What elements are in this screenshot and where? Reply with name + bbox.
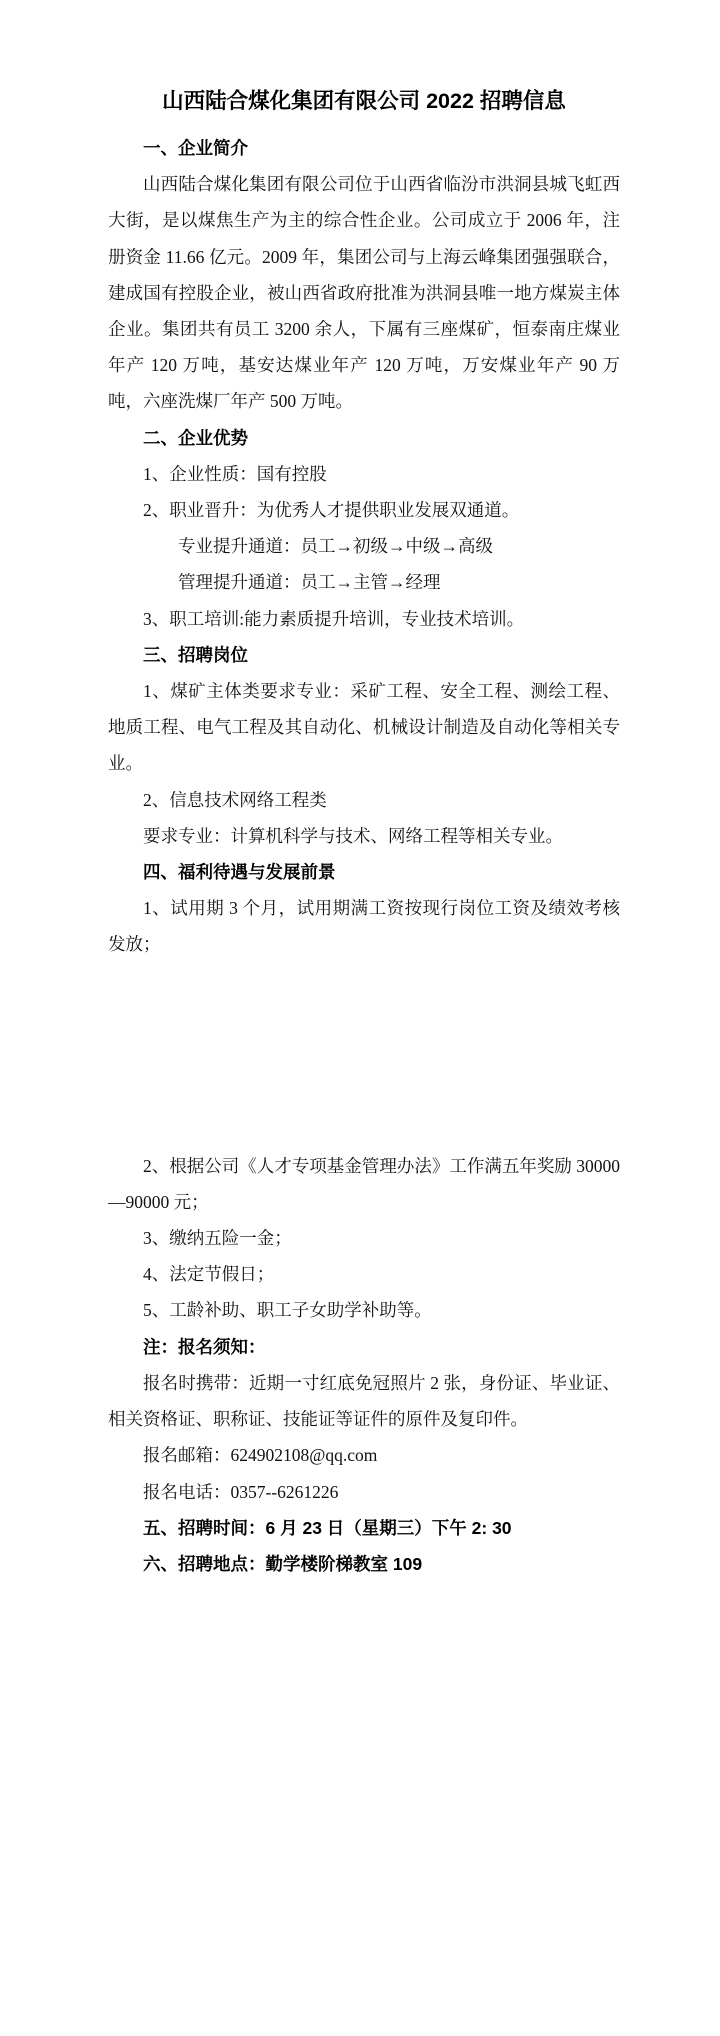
- item-it-network-category: 2、信息技术网络工程类: [143, 789, 327, 810]
- line-required-majors: 要求专业：计算机科学与技术、网络工程等相关专业。: [143, 825, 563, 846]
- item-social-insurance: 3、缴纳五险一金；: [143, 1228, 292, 1249]
- item-staff-training: 3、职工培训:能力素质提升培训，专业技术培训。: [143, 608, 525, 629]
- heading-recruit-time: 五、招聘时间：6 月 23 日（星期三）下午 2: 30: [143, 1517, 512, 1538]
- item-seniority-subsidies: 5、工龄补助、职工子女助学补助等。: [143, 1300, 432, 1321]
- heading-company-advantages: 二、企业优势: [143, 427, 248, 448]
- heading-application-notes: 注：报名须知：: [143, 1336, 266, 1357]
- document-title: 山西陆合煤化集团有限公司 2022 招聘信息: [162, 89, 566, 113]
- item-company-nature: 1、企业性质：国有控股: [143, 463, 327, 484]
- item-career-promotion: 2、职业晋升：为优秀人才提供职业发展双通道。: [143, 500, 520, 521]
- para-application-materials: 报名时携带：近期一寸红底免冠照片 2 张，身份证、毕业证、相关资格证、职称证、技能证等证件的原件及复印件。: [108, 1372, 620, 1430]
- heading-company-intro: 一、企业简介: [143, 138, 248, 158]
- item-legal-holidays: 4、法定节假日；: [143, 1264, 275, 1285]
- line-application-phone: 报名电话：0357--6261226: [143, 1481, 339, 1502]
- item-talent-fund-reward: 2、根据公司《人才专项基金管理办法》工作满五年奖励 30000—90000 元；: [108, 1155, 620, 1212]
- item-probation-period: 1、试用期 3 个月，试用期满工资按现行岗位工资及绩效考核发放；: [108, 898, 620, 955]
- line-application-email: 报名邮箱：624902108@qq.com: [143, 1445, 378, 1466]
- heading-recruit-positions: 三、招聘岗位: [143, 644, 248, 665]
- para-company-intro: 山西陆合煤化集团有限公司位于山西省临汾市洪洞县城飞虹西大街，是以煤焦生产为主的综合性企业。公司成立于 2006 年，注册资金 11.66 亿元。2009 年，集团公司与上海云峰集团强强联合，建成国有控股企业，被山西省政府批准为洪洞县唯一地方煤炭主体企业。集团共有员工 3200 余人，下属有三座煤矿，恒泰南庄煤业年产 120 万吨，基安达煤业年产 120 万吨，万安煤业年产 90 万吨，六座洗煤厂年产 500 万吨。: [108, 174, 620, 412]
- item-coal-mine-majors: 1、煤矿主体类要求专业：采矿工程、安全工程、测绘工程、地质工程、电气工程及其自动化、机械设计制造及自动化等相关专业。: [108, 681, 620, 774]
- blank-gap: [108, 963, 620, 1148]
- line-professional-channel: 专业提升通道：员工→初级→中级→高级: [178, 536, 493, 557]
- heading-recruit-location: 六、招聘地点：勤学楼阶梯教室 109: [143, 1553, 423, 1574]
- line-management-channel: 管理提升通道：员工→主管→经理: [178, 572, 441, 593]
- heading-welfare-prospects: 四、福利待遇与发展前景: [143, 862, 336, 883]
